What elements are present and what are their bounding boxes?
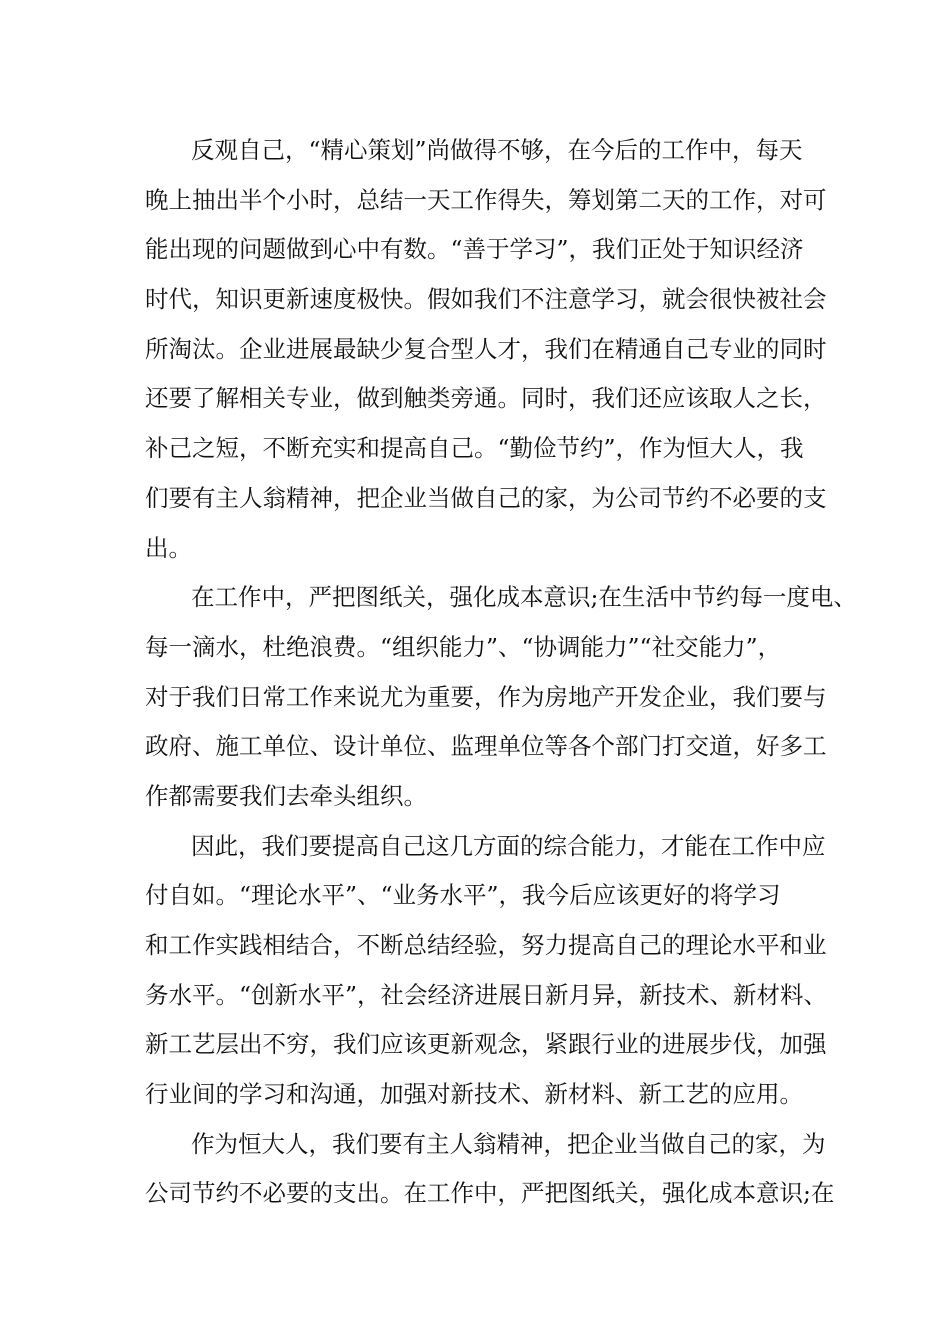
text-line: 和工作实践相结合，不断总结经验，努力提高自己的理论水平和业 xyxy=(145,931,827,959)
text-line: 出。 xyxy=(145,533,192,562)
text-line: 行业间的学习和沟通，加强对新技术、新材料、新工艺的应用。 xyxy=(145,1080,803,1109)
text-line: 晚上抽出半个小时，总结一天工作得失，筹划第二天的工作，对可 xyxy=(145,185,827,214)
text-line: 付自如。“理论水平”、“业务水平”，我今后应该更好的将学习 xyxy=(145,881,781,910)
text-line: 能出现的问题做到心中有数。“善于学习”，我们正处于知识经济 xyxy=(145,235,804,264)
text-line: 每一滴水，杜绝浪费。“组织能力”、“协调能力”“社交能力”， xyxy=(145,632,782,661)
text-line: 公司节约不必要的支出。在工作中，严把图纸关，强化成本意识;在 xyxy=(145,1179,835,1208)
text-line: 在工作中，严把图纸关，强化成本意识;在生活中节约每一度电、 xyxy=(191,583,857,612)
text-line: 所淘汰。企业进展最缺少复合型人才，我们在精通自己专业的同时 xyxy=(145,334,827,363)
document-body xyxy=(145,126,857,1219)
text-line: 作为恒大人，我们要有主人翁精神，把企业当做自己的家，为 xyxy=(191,1129,826,1158)
text-line: 政府、施工单位、设计单位、监理单位等各个部门打交道，好多工 xyxy=(145,732,827,761)
text-line: 反观自己，“精心策划”尚做得不够，在今后的工作中，每天 xyxy=(191,136,803,164)
text-line: 作都需要我们去牵头组织。 xyxy=(145,781,427,810)
text-line: 时代，知识更新速度极快。假如我们不注意学习，就会很快被社会 xyxy=(145,285,827,314)
text-line: 务水平。“创新水平”，社会经济进展日新月异，新技术、新材料、 xyxy=(145,980,828,1009)
text-line: 对于我们日常工作来说尤为重要，作为房地产开发企业，我们要与 xyxy=(145,682,827,711)
text-line: 补己之短，不断充实和提高自己。“勤俭节约”，作为恒大人，我 xyxy=(145,434,804,463)
text-line: 因此，我们要提高自己这几方面的综合能力，才能在工作中应 xyxy=(191,831,826,860)
text-line: 新工艺层出不穷，我们应该更新观念，紧跟行业的进展步伐，加强 xyxy=(145,1030,827,1059)
text-line: 们要有主人翁精神，把企业当做自己的家，为公司节约不必要的支 xyxy=(145,483,827,512)
text-line: 还要了解相关专业，做到触类旁通。同时，我们还应该取人之长， xyxy=(145,384,827,413)
